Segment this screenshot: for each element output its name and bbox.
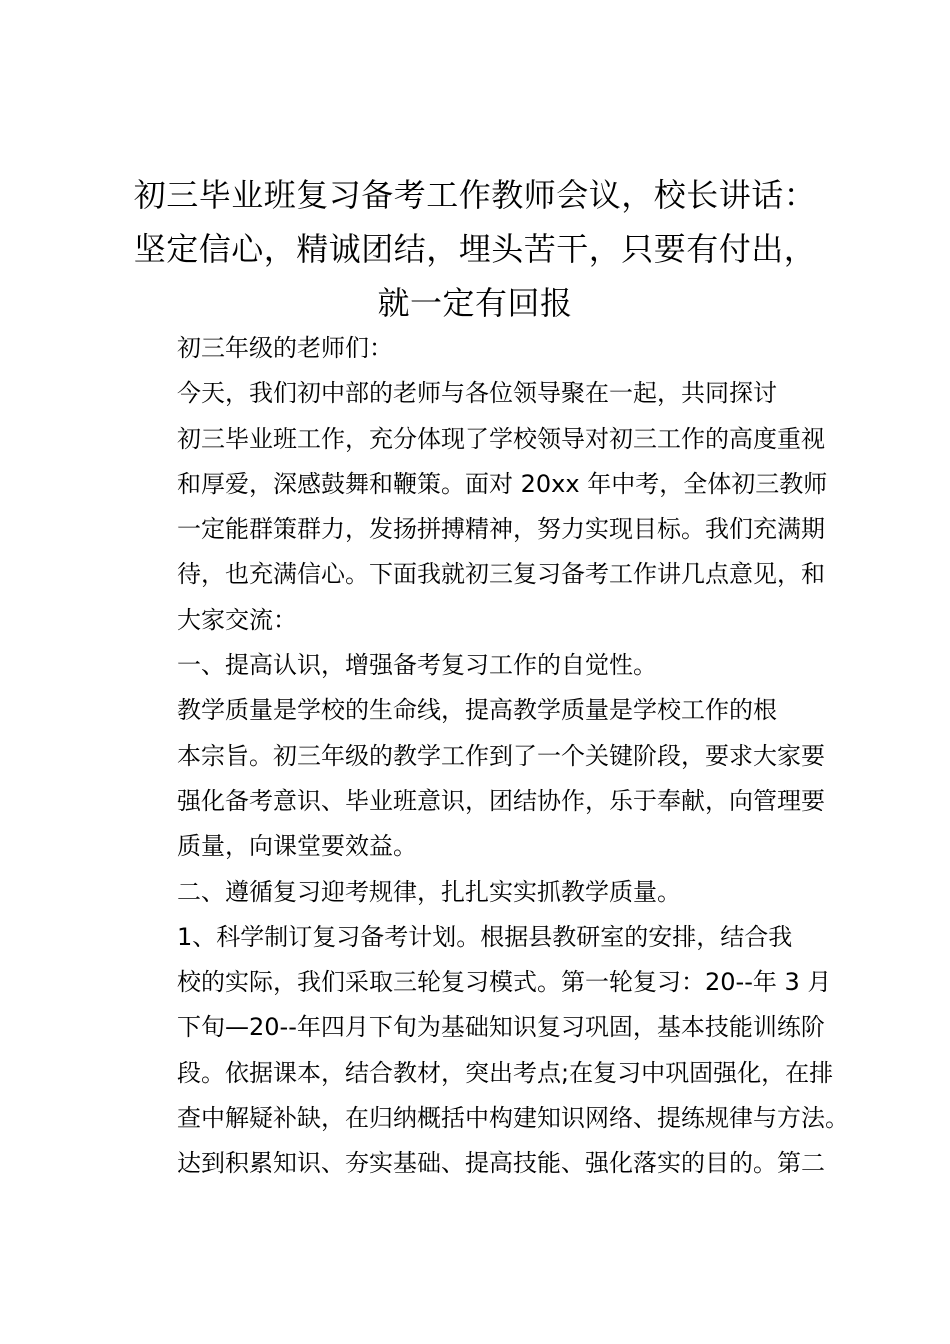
text-line: 下旬—20--年四月下旬为基础知识复习巩固，基本技能训练阶 [177, 1013, 825, 1042]
text-line: 一、提高认识，增强备考复习工作的自觉性。 [177, 651, 657, 680]
text-line: 达到积累知识、夯实基础、提高技能、强化落实的目的。第二 [177, 1149, 825, 1178]
section-2-paragraph [127, 915, 849, 1187]
text-line: 查中解疑补缺，在归纳概括中构建知识网络、提练规律与方法。 [177, 1104, 849, 1133]
text-line: 教学质量是学校的生命线，提高教学质量是学校工作的根 [177, 696, 777, 725]
salutation-paragraph [127, 326, 837, 371]
section-heading-2 [127, 870, 837, 915]
text-line: 初三毕业班工作，充分体现了学校领导对初三工作的高度重视 [177, 424, 825, 453]
text-line: 1、科学制订复习备考计划。根据县教研室的安排，结合我 [177, 922, 793, 951]
text-line: 本宗旨。初三年级的教学工作到了一个关键阶段，要求大家要 [177, 741, 825, 770]
title-line: 就一定有回报 [377, 284, 573, 322]
text-line: 和厚爱，深感鼓舞和鞭策。面对 20xx 年中考，全体初三教师 [177, 469, 828, 498]
text-line: 质量，向课堂要效益。 [177, 832, 417, 861]
intro-paragraph [127, 371, 837, 643]
document-title [100, 168, 850, 330]
section-heading-1 [127, 643, 837, 688]
title-line: 初三毕业班复习备考工作教师会议，校长讲话： [133, 176, 817, 214]
text-line: 一定能群策群力，发扬拼搏精神，努力实现目标。我们充满期 [177, 515, 825, 544]
section-1-paragraph [127, 688, 837, 869]
text-line: 今天，我们初中部的老师与各位领导聚在一起，共同探讨 [177, 379, 777, 408]
title-line: 坚定信心，精诚团结，埋头苦干，只要有付出， [133, 230, 817, 268]
text-line: 待，也充满信心。下面我就初三复习备考工作讲几点意见，和 [177, 560, 825, 589]
document-body [127, 326, 849, 1187]
text-line: 校的实际，我们采取三轮复习模式。第一轮复习：20--年 3 月 [177, 968, 832, 997]
text-line: 强化备考意识、毕业班意识，团结协作，乐于奉献，向管理要 [177, 786, 825, 815]
text-line: 段。依据课本，结合教材，突出考点;在复习中巩固强化，在排 [177, 1058, 834, 1087]
text-line: 初三年级的老师们： [177, 334, 393, 362]
text-line: 大家交流： [177, 605, 297, 634]
text-line: 二、遵循复习迎考规律，扎扎实实抓教学质量。 [177, 877, 681, 906]
